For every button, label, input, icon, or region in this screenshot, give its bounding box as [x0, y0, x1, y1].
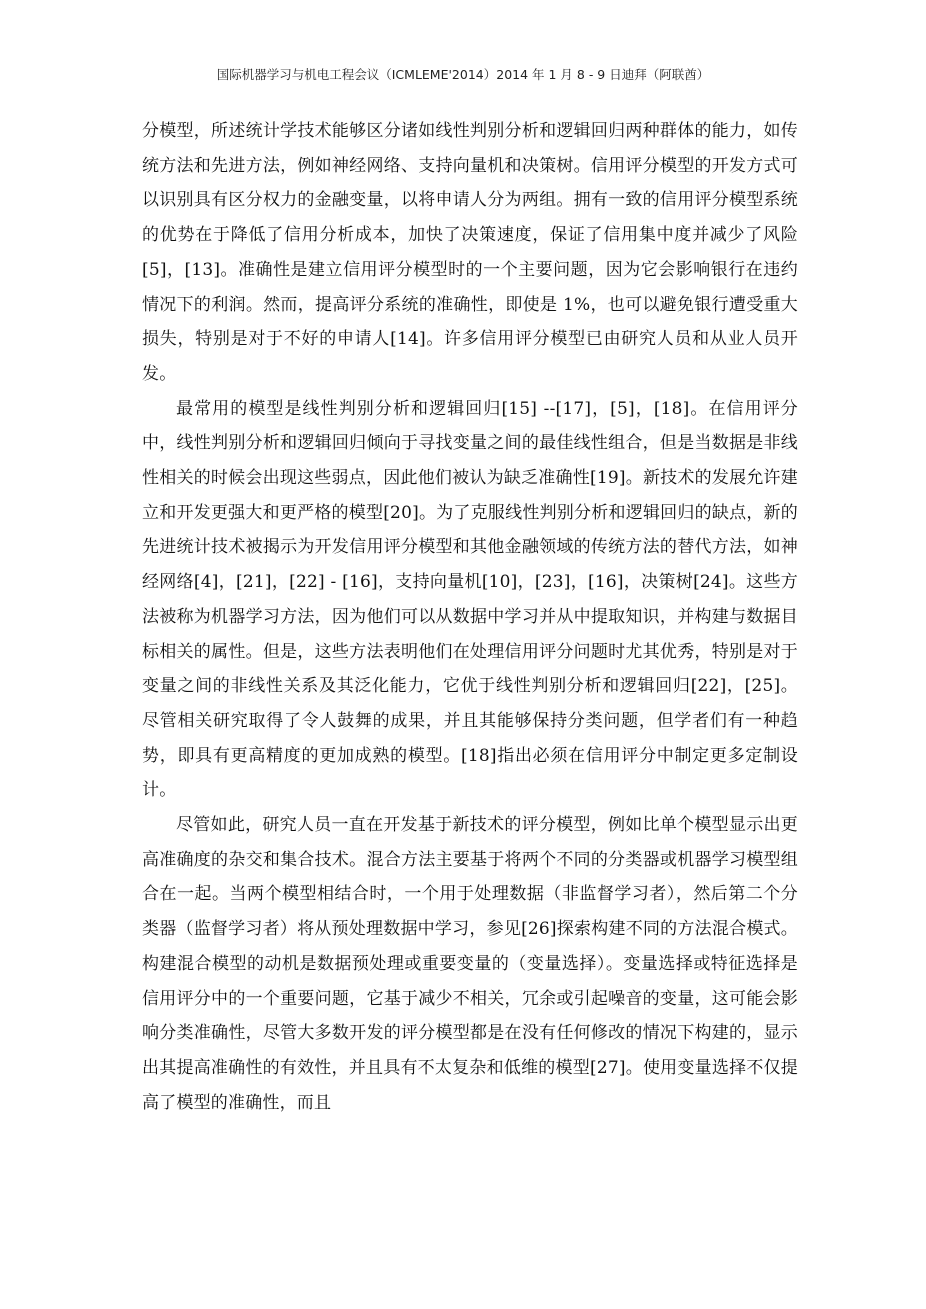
paragraph-hybrid-models: 尽管如此，研究人员一直在开发基于新技术的评分模型，例如比单个模型显示出更高准确度的杂交和集合技术。混合方法主要基于将两个不同的分类器或机器学习模型组合在一起。当两个模型相结合时，一个用于处理数据（非监督学习者），然后第二个分类器（监督学习者）将从预处理数据中学习，参见[26]探索构建不同的方法混合模式。构建混合模型的动机是数据预处理或重要变量的（变量选择）。变量选择或特征选择是信用评分中的一个重要问题，它基于减少不相关，冗余或引起噪音的变量，这可能会影响分类准确性，尽管大多数开发的评分模型都是在没有任何修改的情况下构建的，显示出其提高准确性的有效性，并且具有不太复杂和低维的模型[27]。使用变量选择不仅提高了模型的准确性，而且 [142, 815, 798, 1113]
running-header: 国际机器学习与机电工程会议（ICMLEME'2014）2014 年 1 月 8 - 9 日迪拜（阿联酋） [216, 67, 710, 82]
paragraph-common-models: 最常用的模型是线性判别分析和逻辑回归[15] --[17]，[5]，[18]。在信用评分中，线性判别分析和逻辑回归倾向于寻找变量之间的最佳线性组合，但是当数据是非线性相关的时候会出现这些弱点，因此他们被认为缺乏准确性[19]。新技术的发展允许建立和开发更强大和更严格的模型[20]。为了克服线性判别分析和逻辑回归的缺点，新的先进统计技术被揭示为开发信用评分模型和其他金融领域的传统方法的替代方法，如神经网络[4]，[21]，[22] - [16]，支持向量机[10]，[23]，[16]，决策树[24]。这些方法被称为机器学习方法，因为他们可以从数据中学习并从中提取知识，并构建与数据目标相关的属性。但是，这些方法表明他们在处理信用评分问题时尤其优秀，特别是对于变量之间的非线性关系及其泛化能力，它优于线性判别分析和逻辑回归[22]，[25]。尽管相关研究取得了令人鼓舞的成果，并且其能够保持分类问题，但学者们有一种趋势，即具有更高精度的更加成熟的模型。[18]指出必须在信用评分中制定更多定制设计。 [142, 398, 798, 801]
paragraph-continued: 分模型，所述统计学技术能够区分诸如线性判别分析和逻辑回归两种群体的能力，如传统方法和先进方法，例如神经网络、支持向量机和决策树。信用评分模型的开发方式可以识别具有区分权力的金融变量，以将申请人分为两组。拥有一致的信用评分模型系统的优势在于降低了信用分析成本，加快了决策速度，保证了信用集中度并减少了风险[5]，[13]。准确性是建立信用评分模型时的一个主要问题，因为它会影响银行在违约情况下的利润。然而，提高评分系统的准确性，即使是 1%，也可以避免银行遭受重大损失，特别是对于不好的申请人[14]。许多信用评分模型已由研究人员和从业人员开发。 [142, 121, 798, 384]
body-text [142, 114, 798, 1120]
